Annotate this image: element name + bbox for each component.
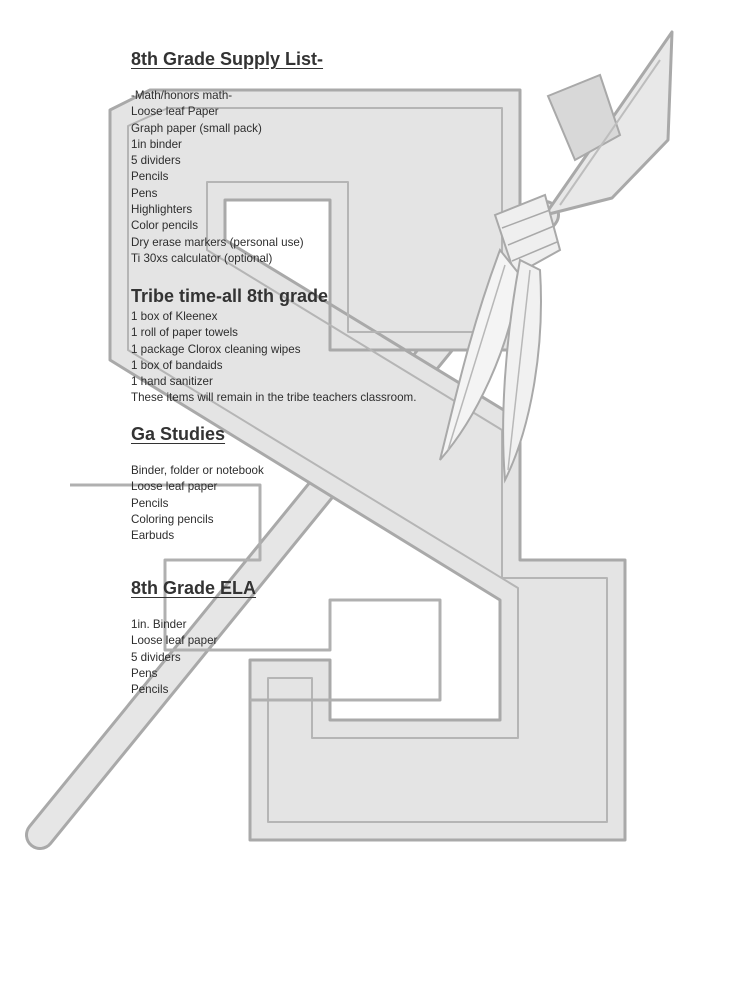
item-list — [131, 463, 264, 544]
list-item: 1 package Clorox cleaning wipes — [131, 342, 301, 356]
section-heading: Tribe time-all 8th grade — [131, 286, 329, 306]
supply-list-section — [131, 49, 323, 267]
tribe-time-section — [131, 286, 416, 407]
list-item: 1 roll of paper towels — [131, 326, 238, 340]
list-item: -Math/honors math- — [131, 89, 233, 102]
list-item: Loose leaf paper — [131, 634, 218, 648]
list-item: 5 dividers — [131, 154, 181, 168]
section-heading: 8th Grade Supply List- — [131, 49, 324, 69]
list-item: 1 box of Kleenex — [131, 310, 218, 323]
list-item: Pens — [131, 186, 158, 200]
list-item: Ti 30xs calculator (optional) — [131, 251, 273, 265]
list-item: Loose leaf paper — [131, 480, 218, 494]
list-item: Pencils — [131, 683, 169, 697]
list-item: 5 dividers — [131, 650, 181, 664]
list-item: Pencils — [131, 170, 169, 184]
list-item: 1in. Binder — [131, 618, 187, 631]
list-item: Loose leaf Paper — [131, 105, 219, 119]
item-list — [131, 88, 323, 267]
list-item: Pencils — [131, 496, 169, 510]
list-item: Graph paper (small pack) — [131, 121, 262, 135]
list-item: Earbuds — [131, 529, 175, 543]
list-item: Color pencils — [131, 219, 199, 233]
list-item: Binder, folder or notebook — [131, 464, 264, 477]
list-item: Coloring pencils — [131, 512, 214, 526]
list-item: Dry erase markers (personal use) — [131, 235, 304, 249]
list-item: 1 hand sanitizer — [131, 375, 213, 389]
ela-section — [131, 578, 256, 698]
list-item: These items will remain in the tribe teachers classroom. — [131, 391, 417, 405]
list-item: 1in binder — [131, 137, 182, 151]
item-list — [131, 309, 416, 407]
ga-studies-section — [131, 424, 264, 544]
list-item: Pens — [131, 666, 158, 680]
list-item: Highlighters — [131, 203, 193, 217]
section-heading: Ga Studies — [131, 424, 226, 444]
spear-head-icon — [545, 32, 672, 215]
item-list — [131, 617, 256, 698]
list-item: 1 box of bandaids — [131, 358, 223, 372]
section-heading: 8th Grade ELA — [131, 578, 257, 598]
